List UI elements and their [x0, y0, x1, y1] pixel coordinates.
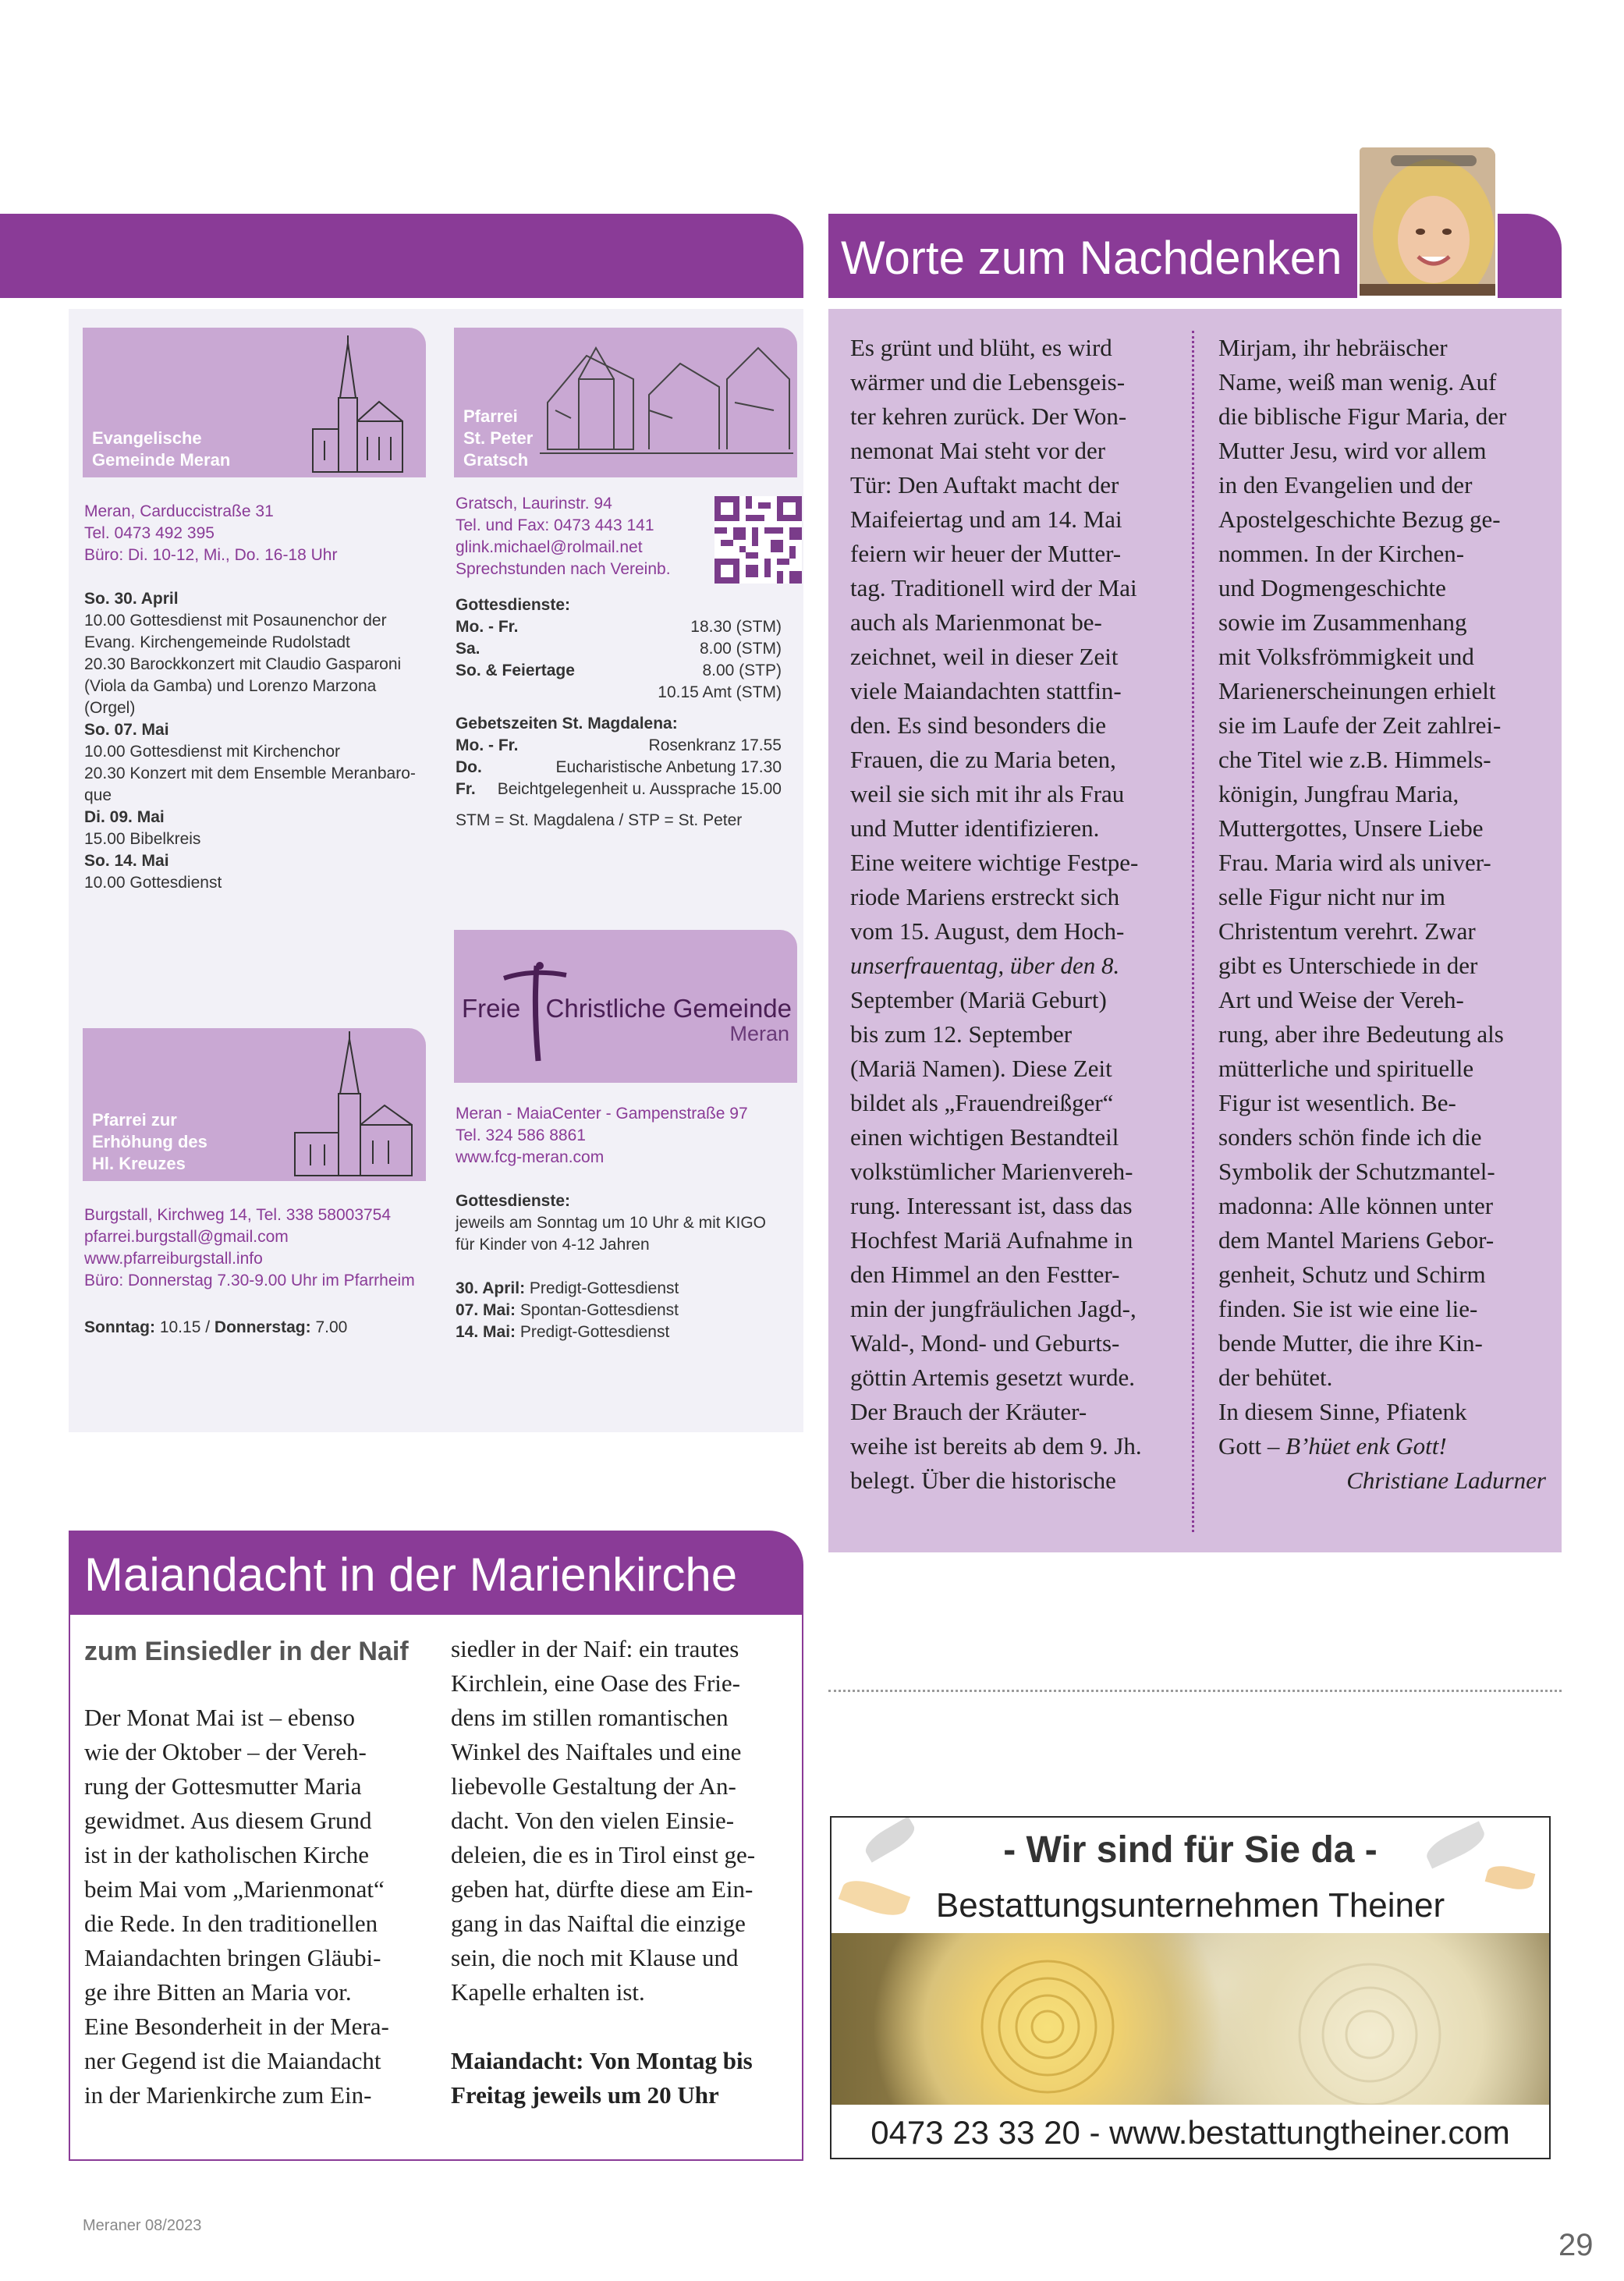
fcg-logo-meran: Meran	[729, 1022, 789, 1045]
schedule-line: (Orgel)	[84, 699, 136, 717]
ad-contact[interactable]: 0473 23 33 20 - www.bestattungtheiner.com	[871, 2114, 1510, 2151]
schedule-line: für Kinder von 4-12 Jahren	[456, 1236, 650, 1254]
church-name-line: Erhöhung des	[92, 1132, 207, 1151]
church-name-line: St. Peter	[463, 428, 534, 448]
church-drawing-icon	[540, 332, 793, 473]
maiandacht-column-2: siedler in der Naif: ein trautes Kirchlein, eine Oase des Frie- dens im stillen romantischen Winkel des Naiftales und eine liebevolle Gestaltung der An- dacht. Von den vielen Einsie- deleien, die es in Tirol einst ge- geben hat, dürfte diese am Ein- gang in das Naiftal die einzige sein, die noch mit Klause und Kapelle erhalten ist. Maiandacht: Von Montag bis Freitag jeweils um 20 Uhr	[451, 1632, 792, 2112]
maiandacht-column-1: Der Monat Mai ist – ebenso wie der Oktober – der Vereh- rung der Gottesmutter Maria gewidmet. Aus diesem Grund ist in der katholischen Kirche beim Mai vom „Marienmonat“ die Rede. In den traditionellen Maiandachten bringen Gläubi- ge ihre Bitten an Maria vor. Eine Besonderheit in der Mera- ner Gegend ist die Maiandacht in der Marienkirche zum Ein-	[84, 1704, 389, 2109]
rose-icon	[832, 1933, 1551, 2105]
schedule-date: Di. 09. Mai	[84, 808, 165, 826]
church-header-kreuz	[83, 1028, 426, 1181]
legend-note: STM = St. Magdalena / STP = St. Peter	[456, 811, 743, 829]
address-line: Büro: Di. 10-12, Mi., Do. 16-18 Uhr	[84, 546, 338, 564]
schedule-line: 10.00 Gottesdienst mit Posaunenchor der	[84, 612, 387, 630]
address-line: www.pfarreiburgstall.info	[84, 1250, 263, 1268]
address-line: Meran, Carduccistraße 31	[84, 502, 274, 520]
schedule-date: So. 07. Mai	[84, 721, 169, 739]
schedule-line: (Viola da Gamba) und Lorenzo Marzona	[84, 677, 377, 695]
qr-code-icon[interactable]	[714, 496, 802, 584]
kreuz-times: Sonntag: 10.15 / Donnerstag: 7.00	[84, 1318, 348, 1336]
address-line: Sprechstunden nach Vereinb.	[456, 560, 671, 578]
maiandacht-title: Maiandacht in der Marienkirche	[84, 1548, 738, 1601]
worte-column-2: Mirjam, ihr hebräischer Name, weiß man wenig. Auf die biblische Figur Maria, der Mutter Jesu, wird vor allem in den Evangelien und der Apostelgeschichte Bezug ge- nommen. In der Kirchen- und Dogmengeschichte sowie im Zusammenhang mit Volksfrömmigkeit und Marienerscheinungen erhielt sie im Laufe der Zeit zahlrei- che Titel wie z.B. Himmels- königin, Jungfrau Maria, Muttergottes, Unsere Liebe Frau. Maria wird als univer- selle Figur nicht nur im Christentum verehrt. Zwar gibt es Unterschiede in der Art und Weise der Vereh- rung, aber ihre Bedeutung als mütterliche und spirituelle Figur ist wesentlich. Be- sonders schön finde ich die Symbolik der Schutzmantel- madonna: Alle können unter dem Mantel Mariens Gebor- genheit, Schutz und Schirm finden. Sie ist wie eine lie- bende Mutter, die ihre Kin- der behütet. In diesem Sinne, Pfiatenk Gott – B’hüet enk Gott! Christiane Ladurner	[1218, 331, 1546, 1498]
stpeter-address	[456, 493, 690, 580]
church-name-line: Evangelische	[92, 428, 202, 448]
maiandacht-subtitle: zum Einsiedler in der Naif	[84, 1637, 409, 1666]
church-name-line: Gemeinde Meran	[92, 450, 231, 470]
address-line: Tel. 0473 492 395	[84, 524, 215, 542]
address-line: Gratsch, Laurinstr. 94	[456, 495, 612, 513]
church-drawing-icon	[287, 1031, 420, 1180]
ad-slogan: - Wir sind für Sie da -	[1003, 1829, 1378, 1871]
fcg-address	[456, 1103, 783, 1169]
issue-label: Meraner 08/2023	[83, 2217, 202, 2234]
fcg-logo-freie: Freie	[462, 994, 521, 1023]
church-header-evangelisch	[83, 328, 426, 477]
maiandacht-header-bar	[69, 1531, 803, 1615]
address-line: Büro: Donnerstag 7.30-9.00 Uhr im Pfarrheim	[84, 1272, 415, 1289]
church-name-line: Hl. Kreuzes	[92, 1154, 186, 1173]
evangelisch-address	[84, 501, 427, 566]
author-portrait	[1357, 145, 1498, 298]
portrait-photo-icon	[1360, 147, 1498, 298]
worte-column-1: Es grünt und blüht, es wird wärmer und die Lebensgeis- ter kehren zurück. Der Won- nemonat Mai steht vor der Tür: Den Auftakt macht der Maifeiertag und am 14. Mai feiern wir heuer der Mutter- tag. Traditionell wird der Mai auch als Marienmonat be- zeichnet, weil in dieser Zeit viele Maiandachten stattfin- den. Es sind besonders die Frauen, die zu Maria beten, weil sie sich mit ihr als Frau und Mutter identifizieren. Eine weitere wichtige Festpe- riode Mariens erstreckt sich vom 15. August, dem Hoch- unserfrauentag, über den 8. September (Mariä Geburt) bis zum 12. September (Mariä Namen). Diese Zeit bildet als „Frauendreißger“ einen wichtigen Bestandteil volkstümlicher Marienvereh- rung. Interessant ist, dass das Hochfest Mariä Aufnahme in den Himmel an den Festter- min der jungfräulichen Jagd-, Wald-, Mond- und Geburts- göttin Artemis gesetzt wurde. Der Brauch der Kräuter- weihe ist bereits ab dem 9. Jh. belegt. Über die historische	[850, 334, 1142, 1494]
church-name-line: Pfarrei zur	[92, 1110, 177, 1130]
schedule-row: Fr. Beichtgelegenheit u. Aussprache 15.00	[456, 780, 782, 798]
schedule-date: So. 30. April	[84, 590, 179, 608]
address-line: glink.michael@rolmail.net	[456, 538, 643, 556]
schedule-title: Gottesdienste:	[456, 1192, 571, 1210]
maiandacht-time: Maiandacht: Von Montag bis	[451, 2047, 753, 2074]
address-line: Tel. und Fax: 0473 443 141	[456, 516, 654, 534]
schedule-line: 15.00 Bibelkreis	[84, 830, 201, 848]
schedule-line: 20.30 Konzert mit dem Ensemble Meranbaro-	[84, 764, 416, 782]
schedule-line: 10.00 Gottesdienst	[84, 874, 222, 892]
schedule-line: que	[84, 786, 112, 804]
fcg-logo-gemeinde: Gemeinde	[672, 994, 792, 1023]
website-link[interactable]: www.fcg-meran.com	[456, 1148, 605, 1166]
ad-separator	[828, 1690, 1562, 1692]
column-divider	[1192, 331, 1194, 1532]
maiandacht-time: Freitag jeweils um 20 Uhr	[451, 2081, 719, 2109]
stpeter-gottesdienste	[456, 594, 782, 832]
schedule-line: 20.30 Barockkonzert mit Claudio Gasparoni	[84, 655, 402, 673]
church-name-line: Pfarrei	[463, 406, 518, 426]
page-number: 29	[1558, 2228, 1594, 2262]
signature: Christiane Ladurner	[1346, 1467, 1546, 1494]
address-line: Burgstall, Kirchweg 14, Tel. 338 58003754	[84, 1206, 392, 1224]
church-drawing-icon	[301, 335, 418, 476]
schedule-row: 10.15 Amt (STM)	[658, 683, 782, 701]
evangelisch-schedule	[84, 588, 443, 894]
fcg-logo-christliche: Christliche	[545, 994, 666, 1023]
kreuz-address	[84, 1204, 443, 1292]
address-line: Tel. 324 586 8861	[456, 1126, 586, 1144]
schedule-title: Gebetszeiten St. Magdalena:	[456, 715, 678, 733]
fcg-logo	[454, 930, 797, 1083]
schedule-row: 14. Mai: Predigt-Gottesdienst	[456, 1323, 670, 1341]
schedule-row: Do. Eucharistische Anbetung 17.30	[456, 758, 782, 776]
roses-photo	[832, 1933, 1551, 2105]
schedule-title: Gottesdienste:	[456, 596, 571, 614]
schedule-row: 30. April: Predigt-Gottesdienst	[456, 1279, 679, 1297]
schedule-line: jeweils am Sonntag um 10 Uhr & mit KIGO	[456, 1214, 766, 1232]
schedule-date: So. 14. Mai	[84, 852, 169, 870]
schedule-line: Evang. Kirchengemeinde Rudolstadt	[84, 633, 350, 651]
schedule-row: Mo. - Fr. 18.30 (STM)	[456, 618, 782, 636]
schedule-row: 07. Mai: Spontan-Gottesdienst	[456, 1301, 679, 1319]
schedule-row: Mo. - Fr. Rosenkranz 17.55	[456, 736, 782, 754]
church-name-line: Gratsch	[463, 450, 529, 470]
left-header-bar	[0, 214, 803, 298]
schedule-row: Sa. 8.00 (STM)	[456, 640, 782, 658]
fcg-gottesdienste	[456, 1190, 799, 1343]
church-header-stpeter	[454, 328, 797, 477]
right-header-title: Worte zum Nachdenken	[841, 232, 1342, 284]
bestattung-ad[interactable]	[830, 1816, 1551, 2159]
address-line: Meran - MaiaCenter - Gampenstraße 97	[456, 1105, 748, 1123]
schedule-row: So. & Feiertage 8.00 (STP)	[456, 662, 782, 679]
closing-line: Gott – B’hüet enk Gott!	[1218, 1432, 1447, 1460]
schedule-line: 10.00 Gottesdienst mit Kirchenchor	[84, 743, 341, 761]
address-line: pfarrei.burgstall@gmail.com	[84, 1228, 289, 1246]
ad-company: Bestattungsunternehmen Theiner	[935, 1886, 1445, 1924]
